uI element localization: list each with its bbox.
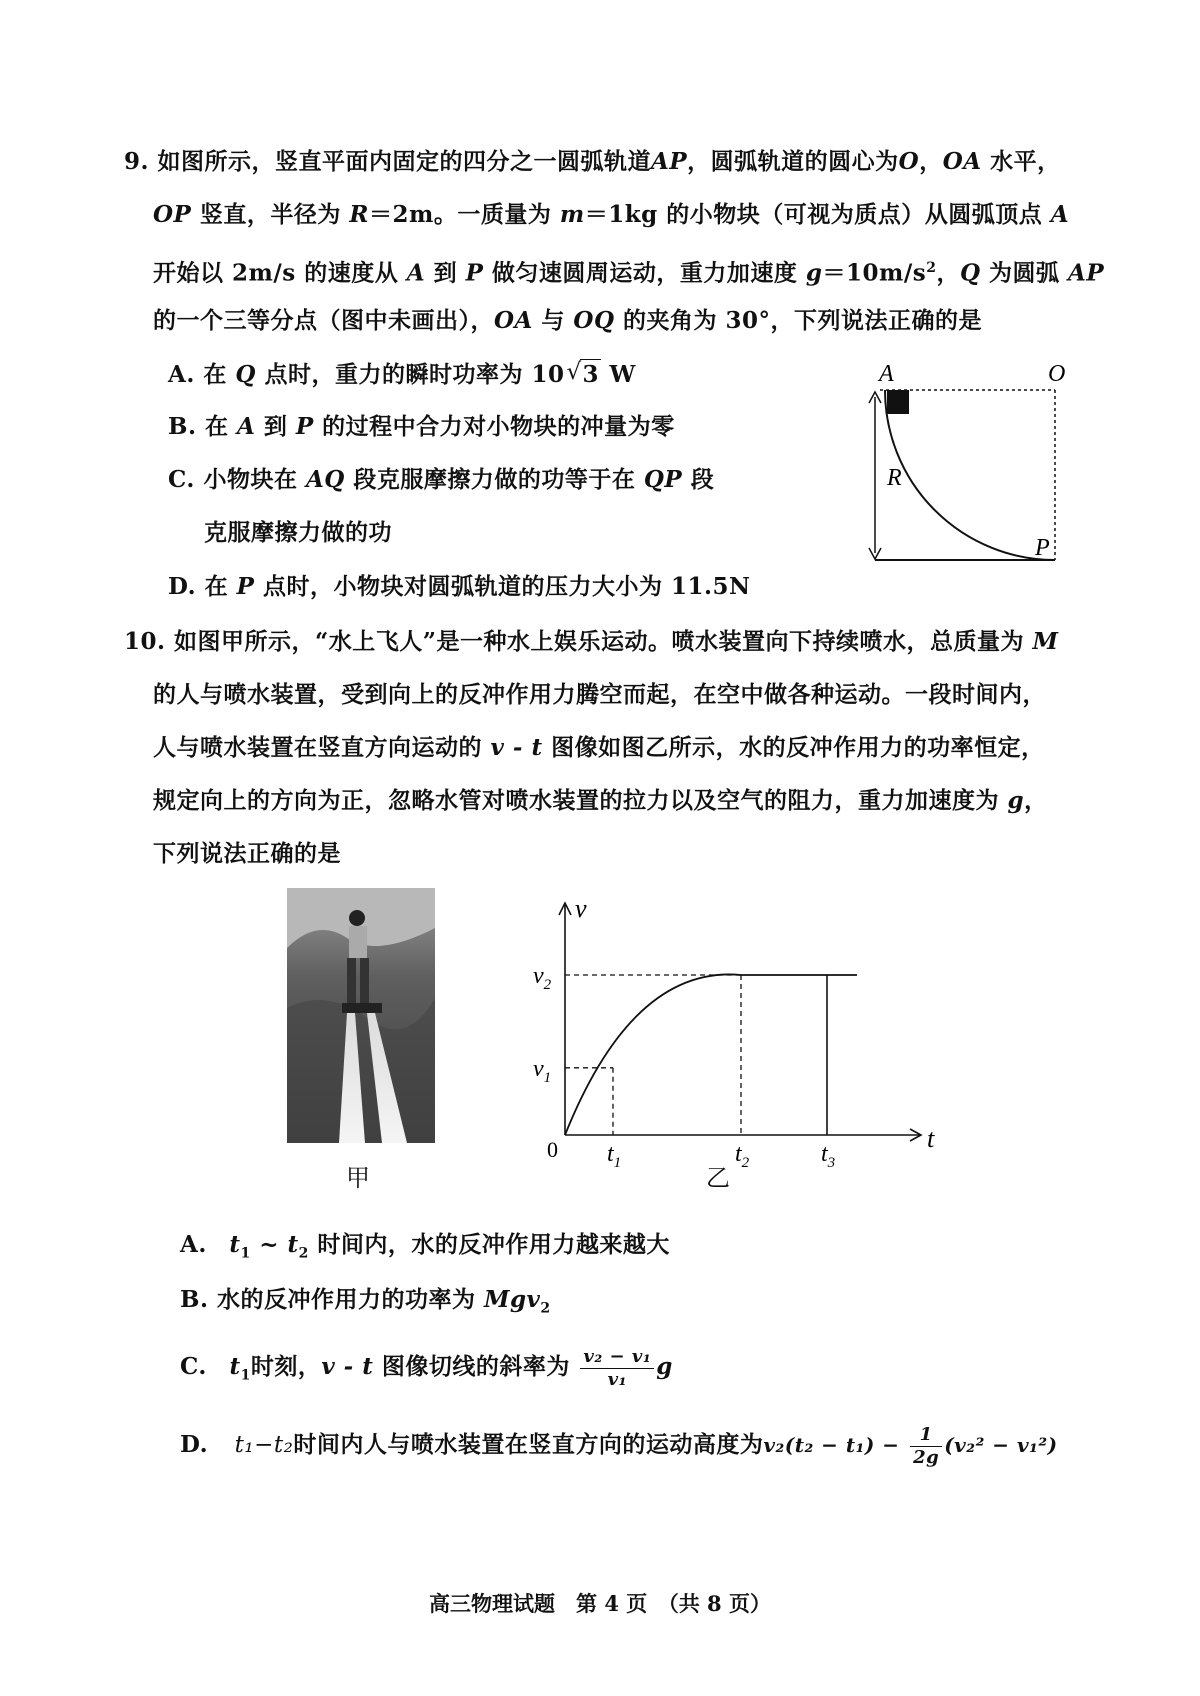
flyboard-photo <box>287 888 435 1143</box>
q9-option-c: C. 小物块在 AQ 段克服摩擦力做的功等于在 QP 段 <box>168 466 715 493</box>
q10-line-2: 的人与喷水装置，受到向上的反冲作用力腾空而起，在空中做各种运动。一段时间内， <box>153 681 1046 708</box>
label-yi: 乙 <box>706 1164 731 1192</box>
block-mass <box>887 390 909 414</box>
label-jia: 甲 <box>346 1164 371 1192</box>
q10-option-d: D. t₁−t₂时间内人与喷水装置在竖直方向的运动高度为v₂(t₂ − t₁) − $\frac{1}{2g}$ (v₂² − v₁²) <box>180 1423 1058 1468</box>
q10-line-5: 下列说法正确的是 <box>153 840 341 867</box>
q9-option-c-cont: 克服摩擦力做的功 <box>204 519 392 546</box>
q9-line-4: 的一个三等分点（图中未画出），OA 与 OQ 的夹角为 30°，下列说法正确的是 <box>153 307 983 334</box>
q9-line-3: 开始以 2m/s 的速度从 A 到 P 做匀速圆周运动，重力加速度 $g=10m/s^2$，Q 为圆弧 AP <box>153 259 1105 287</box>
label-P: P <box>1035 535 1050 561</box>
label-A: A <box>879 361 894 387</box>
q9-option-a: A. 在 Q 点时，重力的瞬时功率为 10√ 3 W <box>168 359 636 390</box>
label-O: O <box>1048 361 1066 387</box>
tick-label-t2: $t_2$ <box>735 1141 750 1171</box>
x-axis-label: t <box>927 1124 935 1153</box>
tick-label-v1: $v_1$ <box>533 1055 552 1086</box>
q10-line-4: 规定向上的方向为正，忽略水管对喷水装置的拉力以及空气的阻力，重力加速度为 g， <box>153 787 1048 814</box>
q10-line-1: 10. 如图甲所示，“水上飞人”是一种水上娱乐运动。喷水装置向下持续喷水，总质量为 M <box>124 628 1059 655</box>
q9-option-d: D. 在 P 点时，小物块对圆弧轨道的压力大小为 11.5N <box>168 573 751 600</box>
y-axis-label: v <box>575 895 587 923</box>
q9-line-1: 9. 如图所示，竖直平面内固定的四分之一圆弧轨道AP，圆弧轨道的圆心为O，OA 水平， <box>124 148 1061 175</box>
q10-line-3: 人与喷水装置在竖直方向运动的 v - t 图像如图乙所示，水的反冲作用力的功率恒定， <box>153 734 1045 761</box>
q9-option-b: B. 在 A 到 P 的过程中合力对小物块的冲量为零 <box>168 413 675 440</box>
origin-label: 0 <box>547 1137 558 1162</box>
label-R: R <box>887 465 902 491</box>
page-footer: 高三物理试题 第 4 页 （共 8 页） <box>429 1591 771 1616</box>
q9-arc-figure <box>845 355 1075 570</box>
series-line-curve <box>565 974 741 1135</box>
tick-label-v2: $v_2$ <box>533 963 552 993</box>
tick-label-t3: $t_3$ <box>821 1141 836 1171</box>
tick-label-t1: $t_1$ <box>607 1141 622 1171</box>
q10-option-b: B. 水的反冲作用力的功率为 Mgv$_2$ <box>180 1286 551 1317</box>
q10-option-c: C. $t_1$时刻，v - t 图像切线的斜率为 $\frac{\text{v₂ − v₁}}{\text{v₁}}$ g <box>180 1345 673 1390</box>
vt-chart <box>525 895 965 1175</box>
q9-line-2: OP 竖直，半径为 R＝2m。一质量为 m＝1kg 的小物块（可视为质点）从圆弧顶点 A <box>153 201 1070 228</box>
q10-option-a: A. $t_1$ ~ $t_2$ 时间内，水的反冲作用力越来越大 <box>180 1231 670 1262</box>
slope-fraction: $\frac{\text{v₂ − v₁}}{\text{v₁}}$ <box>580 1346 654 1391</box>
height-fraction: $\frac{1}{2g}$ <box>910 1424 942 1469</box>
